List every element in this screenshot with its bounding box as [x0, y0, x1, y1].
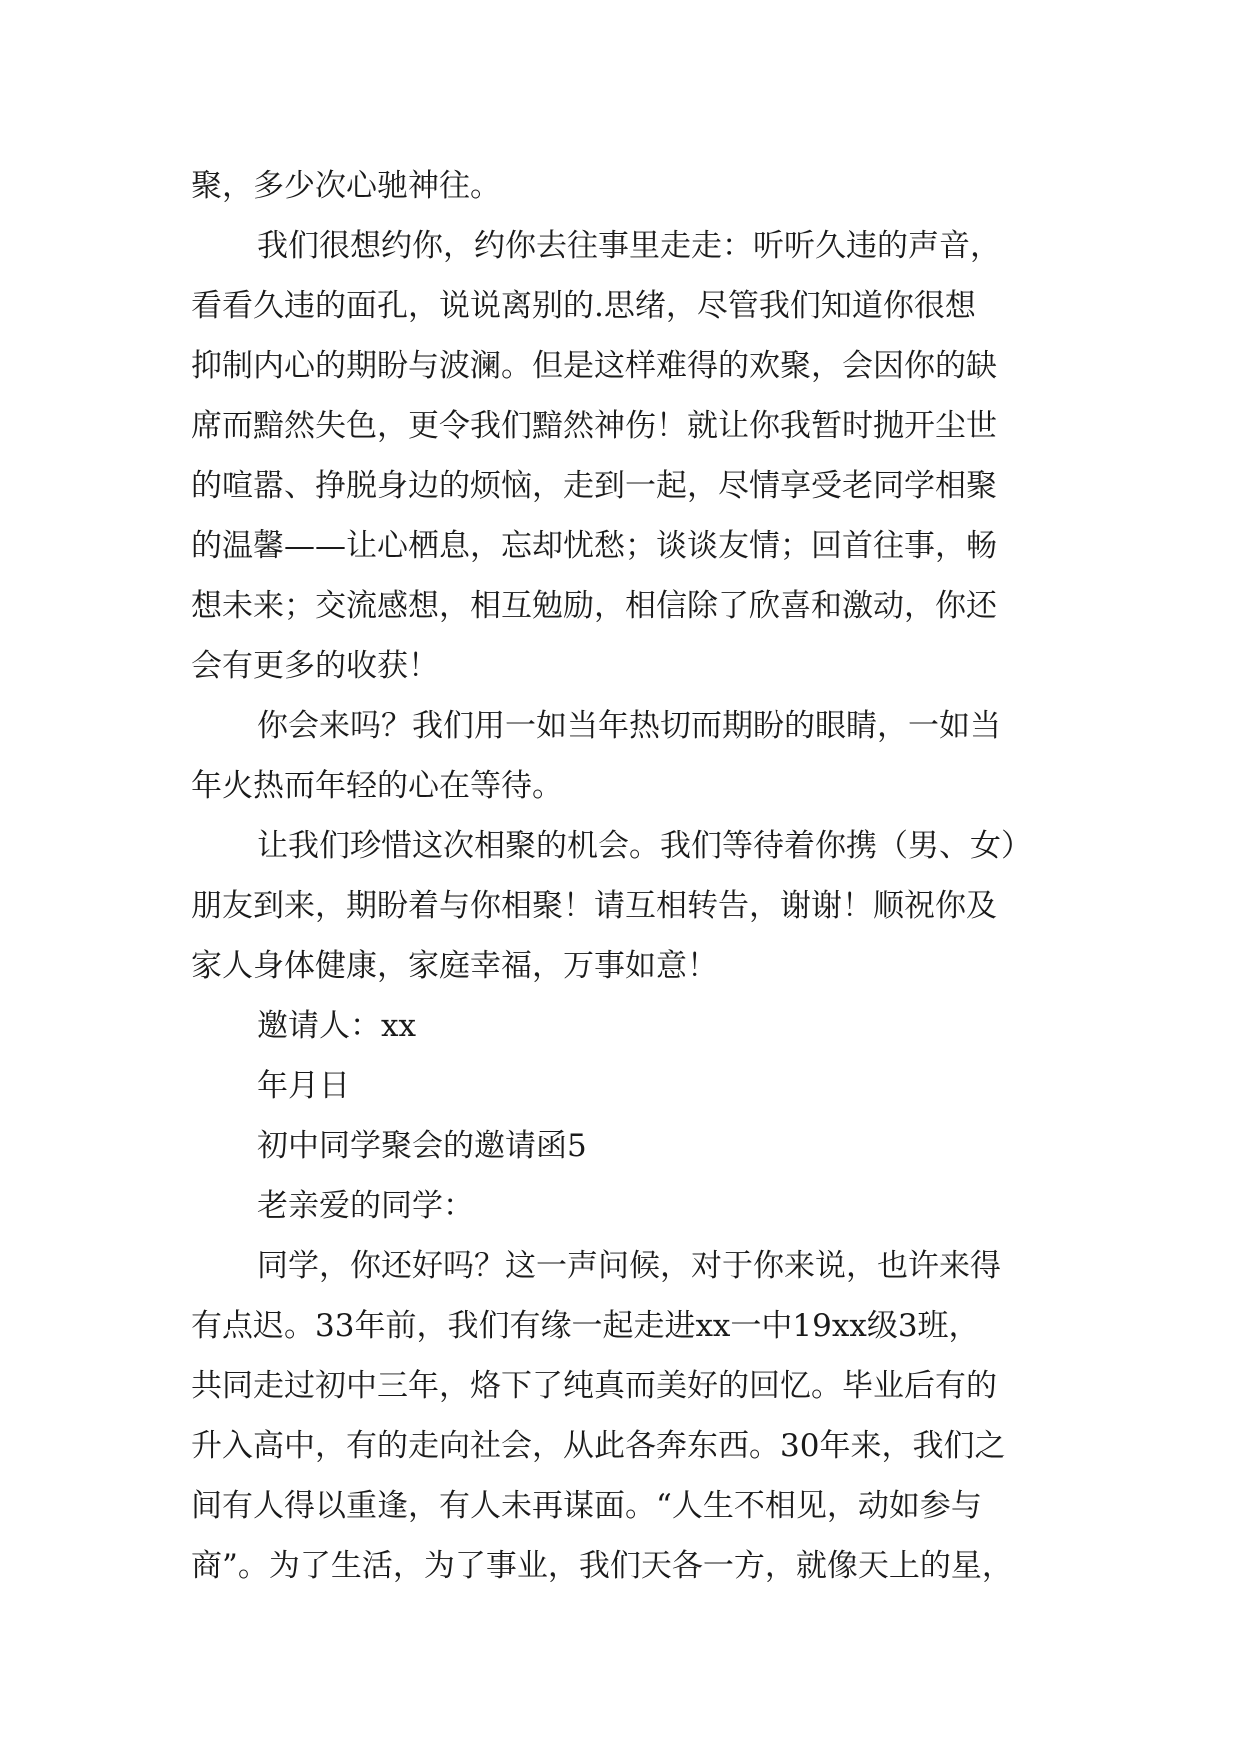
text-line: [0, 996, 1241, 1056]
line-text: 间有人得以重逢，有人未再谋面。“人生不相见，动如参与: [191, 1488, 982, 1524]
line-text: 看看久违的面孔，说说离别的.思绪，尽管我们知道你很想: [191, 288, 976, 324]
line-text: 我们很想约你，约你去往事里走走：听听久违的声音，: [257, 228, 1001, 264]
text-line: [0, 1536, 1241, 1596]
line-text: 商”。为了生活，为了事业，我们天各一方，就像天上的星，: [191, 1548, 1013, 1584]
text-line: [0, 1176, 1241, 1236]
signature-line: 邀请人：xx: [257, 1008, 416, 1044]
line-text: 共同走过初中三年，烙下了纯真而美好的回忆。毕业后有的: [191, 1368, 997, 1404]
line-text: 让我们珍惜这次相聚的机会。我们等待着你携（男、女）: [257, 828, 1032, 864]
text-line: [0, 1356, 1241, 1416]
text-line: [0, 336, 1241, 396]
line-text: 有点迟。33年前，我们有缘一起走进xx一中19xx级3班，: [191, 1308, 980, 1344]
text-line: [0, 1056, 1241, 1116]
text-line: [0, 816, 1241, 876]
text-line: [0, 1116, 1241, 1176]
text-line: [0, 276, 1241, 336]
line-text: 你会来吗？我们用一如当年热切而期盼的眼睛，一如当: [257, 708, 1001, 744]
section-heading: 初中同学聚会的邀请函5: [257, 1128, 587, 1164]
text-line: [0, 456, 1241, 516]
line-text: 朋友到来，期盼着与你相聚！请互相转告，谢谢！顺祝你及: [191, 888, 997, 924]
text-line: [0, 696, 1241, 756]
text-line: [0, 1236, 1241, 1296]
line-text: 席而黯然失色，更令我们黯然神伤！就让你我暂时抛开尘世: [191, 408, 997, 444]
salutation: 老亲爱的同学：: [257, 1188, 474, 1224]
line-text: 升入高中，有的走向社会，从此各奔东西。30年来，我们之: [191, 1428, 1006, 1464]
text-line: [0, 396, 1241, 456]
text-line: [0, 756, 1241, 816]
text-line: [0, 576, 1241, 636]
text-line: [0, 876, 1241, 936]
line-text: 抑制内心的期盼与波澜。但是这样难得的欢聚，会因你的缺: [191, 348, 997, 384]
line-text: 家人身体健康，家庭幸福，万事如意！: [191, 948, 718, 984]
text-line: [0, 1296, 1241, 1356]
line-text: 同学，你还好吗？这一声问候，对于你来说，也许来得: [257, 1248, 1001, 1284]
text-line: [0, 936, 1241, 996]
line-text: 的温馨——让心栖息，忘却忧愁；谈谈友情；回首往事，畅: [191, 528, 997, 564]
text-line: [0, 216, 1241, 276]
text-line: [0, 1476, 1241, 1536]
line-text: 聚，多少次心驰神往。: [191, 168, 501, 204]
date-line: 年月日: [257, 1068, 350, 1104]
line-text: 想未来；交流感想，相互勉励，相信除了欣喜和激动，你还: [191, 588, 997, 624]
text-line: [0, 516, 1241, 576]
text-line: [0, 156, 1241, 216]
text-line: [0, 636, 1241, 696]
text-line: [0, 1416, 1241, 1476]
line-text: 年火热而年轻的心在等待。: [191, 768, 563, 804]
line-text: 会有更多的收获！: [191, 648, 439, 684]
line-text: 的喧嚣、挣脱身边的烦恼，走到一起，尽情享受老同学相聚: [191, 468, 997, 504]
